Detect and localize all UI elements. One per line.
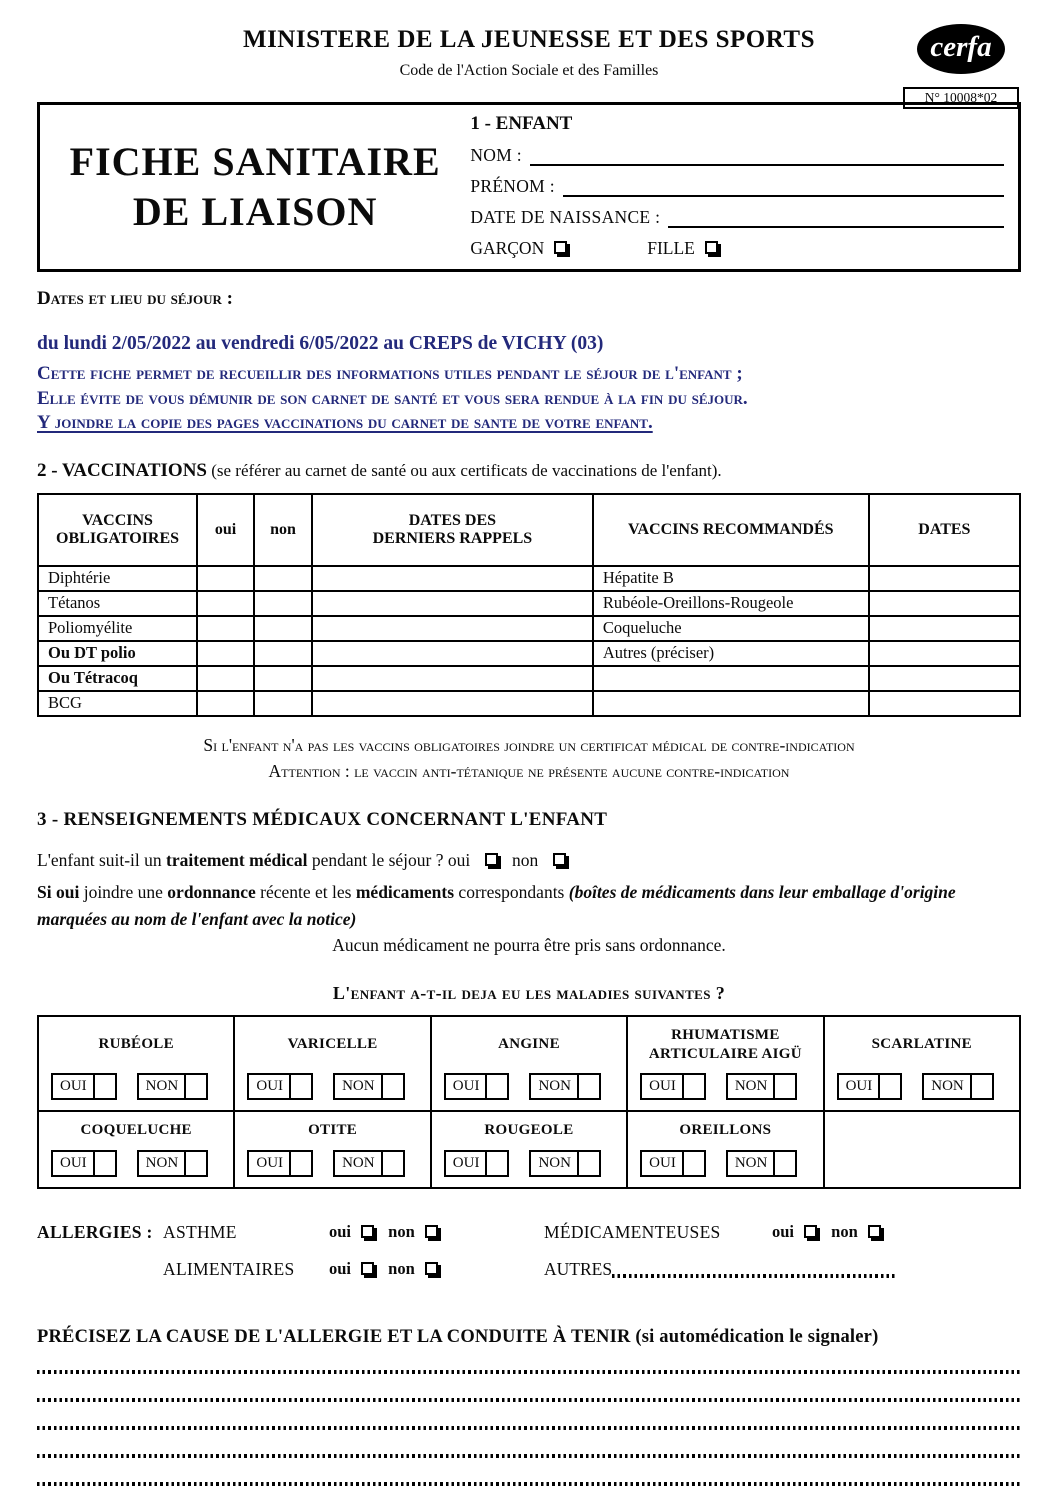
non-box[interactable]: NON [333,1150,405,1177]
date-cell[interactable] [869,616,1020,641]
disease-cell-angine [431,1016,627,1111]
prenom-input-line[interactable] [563,191,1004,197]
nom-label: NOM : [470,145,522,165]
asthme-label: ASTHME [163,1221,237,1242]
stay-info [37,362,1021,436]
non-box[interactable]: NON [529,1150,601,1177]
recommended-vaccine: Rubéole-Oreillons-Rougeole [593,591,869,616]
vaccine-row [38,616,1020,641]
vaccine-name: Ou DT polio [38,641,197,666]
form-title [40,105,470,269]
medicamenteuses-ouinon: oui non [772,1222,987,1242]
section3-heading: 3 - RENSEIGNEMENTS MÉDICAUX CONCERNANT L'ENFANT [37,808,608,830]
vaccination-note2: Attention : le vaccin anti-tétanique ne présente aucune contre-indication [268,760,790,781]
disease-label: COQUELUCHE [80,1122,192,1138]
recommended-vaccine [593,691,869,716]
nom-input-line[interactable] [530,160,1004,166]
disease-cell-varicelle [234,1016,430,1111]
non-cell[interactable] [254,666,312,691]
alimentaires-ouinon: oui non [329,1259,544,1279]
date-cell[interactable] [869,641,1020,666]
stay-info-line1: Cette fiche permet de recueillir des informations utiles pendant le séjour de l'enfant ; [37,363,743,384]
disease-cell-oreillons [627,1111,823,1188]
non-cell[interactable] [254,616,312,641]
title-box [37,102,1021,272]
section-enfant [470,105,1018,269]
stay-info-line2: Elle évite de vous démunir de son carnet de santé et vous sera rendue à la fin du séjour. [37,387,748,409]
alimentaires-oui-checkbox[interactable] [361,1262,374,1275]
date-cell[interactable] [869,666,1020,691]
disease-cell-rubeole [38,1016,234,1111]
col-non: non [254,494,312,566]
col-oui: oui [197,494,254,566]
vaccine-name: Poliomyélite [38,616,197,641]
oui-box[interactable]: OUI [444,1073,510,1100]
oui-box[interactable]: OUI [640,1150,706,1177]
stay-label: Dates et lieu du séjour : [37,288,233,309]
col-dates-rappels: DATES DES DERNIERS RAPPELS [312,494,593,566]
disease-label: VARICELLE [287,1036,378,1052]
diseases-question: L'enfant a-t-il deja eu les maladies suivantes ? [332,982,726,1003]
disease-cell-rougeole [431,1111,627,1188]
date-cell[interactable] [869,566,1020,591]
allergies-label: ALLERGIES : [37,1221,153,1242]
ministry-title: MINISTERE DE LA JEUNESSE ET DES SPORTS [242,26,815,53]
vaccine-name: Tétanos [38,591,197,616]
write-line[interactable] [37,1376,1021,1404]
vaccine-name: Ou Tétracoq [38,666,197,691]
no-prescription-note: Aucun médicament ne pourra être pris sans ordonnance. [332,934,726,955]
oui-cell[interactable] [197,591,254,616]
disease-label: ANGINE [498,1036,560,1052]
oui-label: oui [447,849,471,870]
treatment-question: L'enfant suit-il un traitement médical pendant le séjour ? oui non [37,850,1021,871]
write-line[interactable] [37,1460,1021,1488]
asthme-ouinon: oui non [329,1222,544,1242]
non-cell[interactable] [254,566,312,591]
cerfa-logo: cerfa [917,24,1005,74]
oui-cell[interactable] [197,566,254,591]
rappel-date-cell[interactable] [312,591,593,616]
recommended-vaccine: Hépatite B [593,566,869,591]
col-vaccins-recommandes: VACCINS RECOMMANDÉS [593,494,869,566]
oui-box[interactable]: OUI [51,1073,117,1100]
non-cell[interactable] [254,641,312,666]
cerfa-block [903,24,1019,109]
garcon-label: GARÇON [470,238,545,258]
write-line[interactable] [37,1348,1021,1376]
oui-cell[interactable] [197,691,254,716]
non-box[interactable]: NON [137,1073,209,1100]
rappel-date-cell[interactable] [312,566,593,591]
disease-cell-rhumatisme [627,1016,823,1111]
disease-cell-scarlatine [824,1016,1020,1111]
vaccination-table [37,493,1021,717]
section2-heading: 2 - VACCINATIONS (se référer au carnet de santé ou aux certificats de vaccinations de l'enfant). [37,459,722,481]
disease-label: ROUGEOLE [484,1122,574,1138]
rappel-date-cell[interactable] [312,666,593,691]
rappel-date-cell[interactable] [312,641,593,666]
disease-cell-coqueluche [38,1111,234,1188]
recommended-vaccine: Coqueluche [593,616,869,641]
oui-cell[interactable] [197,666,254,691]
fille-label: FILLE [647,238,695,258]
vaccination-notes [37,732,1021,784]
prenom-label: PRÉNOM : [470,176,555,196]
write-line[interactable] [37,1488,1021,1495]
oui-cell[interactable] [197,616,254,641]
code-subtitle: Code de l'Action Sociale et des Familles [399,62,659,79]
disease-cell-otite [234,1111,430,1188]
medicamenteuses-non-checkbox[interactable] [868,1225,881,1238]
form-title-line1: FICHE SANITAIRE [69,139,441,184]
vaccine-row [38,666,1020,691]
vaccination-note1: Si l'enfant n'a pas les vaccins obligatoires joindre un certificat médical de contre-indication [203,734,855,755]
write-line[interactable] [37,1432,1021,1460]
vaccine-name: Diphtérie [38,566,197,591]
stay-info-line3: Y joindre la copie des pages vaccinations du carnet de sante de votre enfant. [37,412,653,433]
non-box[interactable]: NON [922,1073,994,1100]
col-dates: DATES [869,494,1020,566]
autres-input-line[interactable] [612,1274,896,1278]
cerfa-number: N° 10008*02 [903,87,1019,109]
non-box[interactable]: NON [726,1073,798,1100]
disease-label: RUBÉOLE [98,1036,174,1052]
vaccine-row [38,566,1020,591]
stay-dates-line: du lundi 2/05/2022 au vendredi 6/05/2022 au CREPS de VICHY (03) [37,333,604,354]
oui-box[interactable]: OUI [51,1150,117,1177]
asthme-oui-checkbox[interactable] [361,1225,374,1238]
rappel-date-cell[interactable] [312,691,593,716]
traitement-non-checkbox[interactable] [553,853,566,866]
vaccine-row [38,641,1020,666]
non-box[interactable]: NON [333,1073,405,1100]
date-naissance-label: DATE DE NAISSANCE : [470,207,661,227]
recommended-vaccine [593,666,869,691]
diseases-table [37,1015,1021,1189]
allergy-cause-heading: PRÉCISEZ LA CAUSE DE L'ALLERGIE ET LA CONDUITE À TENIR (si automédication le signaler) [37,1326,879,1347]
non-box[interactable]: NON [529,1073,601,1100]
rappel-date-cell[interactable] [312,616,593,641]
non-box[interactable]: NON [726,1150,798,1177]
autres-label: AUTRES [544,1258,613,1279]
allergies-section [37,1222,1021,1280]
medicamenteuses-label: MÉDICAMENTEUSES [544,1221,721,1242]
disease-label: OREILLONS [679,1122,772,1138]
medicamenteuses-oui-checkbox[interactable] [804,1225,817,1238]
oui-box[interactable]: OUI [444,1150,510,1177]
vaccine-row [38,591,1020,616]
alimentaires-non-checkbox[interactable] [425,1262,438,1275]
fille-checkbox[interactable] [705,241,718,254]
form-title-line2: DE LIAISON [132,189,378,234]
oui-box[interactable]: OUI [247,1150,313,1177]
prescription-instructions: Si oui joindre une ordonnance récente et les médicaments correspondants (boîtes de médicaments dans leur emballage d'origine marquées au nom de l'enfant avec la notice) [37,881,956,929]
write-line[interactable] [37,1404,1021,1432]
section1-heading: 1 - ENFANT [470,113,573,134]
disease-label: OTITE [308,1122,358,1138]
traitement-oui-checkbox[interactable] [485,853,498,866]
disease-label: RHUMATISME ARTICULAIRE AIGÜ [648,1026,802,1062]
date-naissance-input-line[interactable] [668,222,1004,228]
disease-cell-empty [824,1111,1020,1188]
asthme-non-checkbox[interactable] [425,1225,438,1238]
non-box[interactable]: NON [137,1150,209,1177]
oui-cell[interactable] [197,641,254,666]
date-cell[interactable] [869,591,1020,616]
oui-box[interactable]: OUI [640,1073,706,1100]
non-cell[interactable] [254,691,312,716]
date-cell[interactable] [869,691,1020,716]
non-cell[interactable] [254,591,312,616]
vaccine-name: BCG [38,691,197,716]
oui-box[interactable]: OUI [247,1073,313,1100]
garcon-checkbox[interactable] [554,241,567,254]
alimentaires-label: ALIMENTAIRES [163,1258,295,1279]
disease-label: SCARLATINE [871,1036,972,1052]
oui-box[interactable]: OUI [837,1073,903,1100]
col-vaccins-obligatoires: VACCINS OBLIGATOIRES [38,494,197,566]
recommended-vaccine: Autres (préciser) [593,641,869,666]
vaccine-row [38,691,1020,716]
form-header [37,26,1021,105]
non-label: non [512,849,539,870]
